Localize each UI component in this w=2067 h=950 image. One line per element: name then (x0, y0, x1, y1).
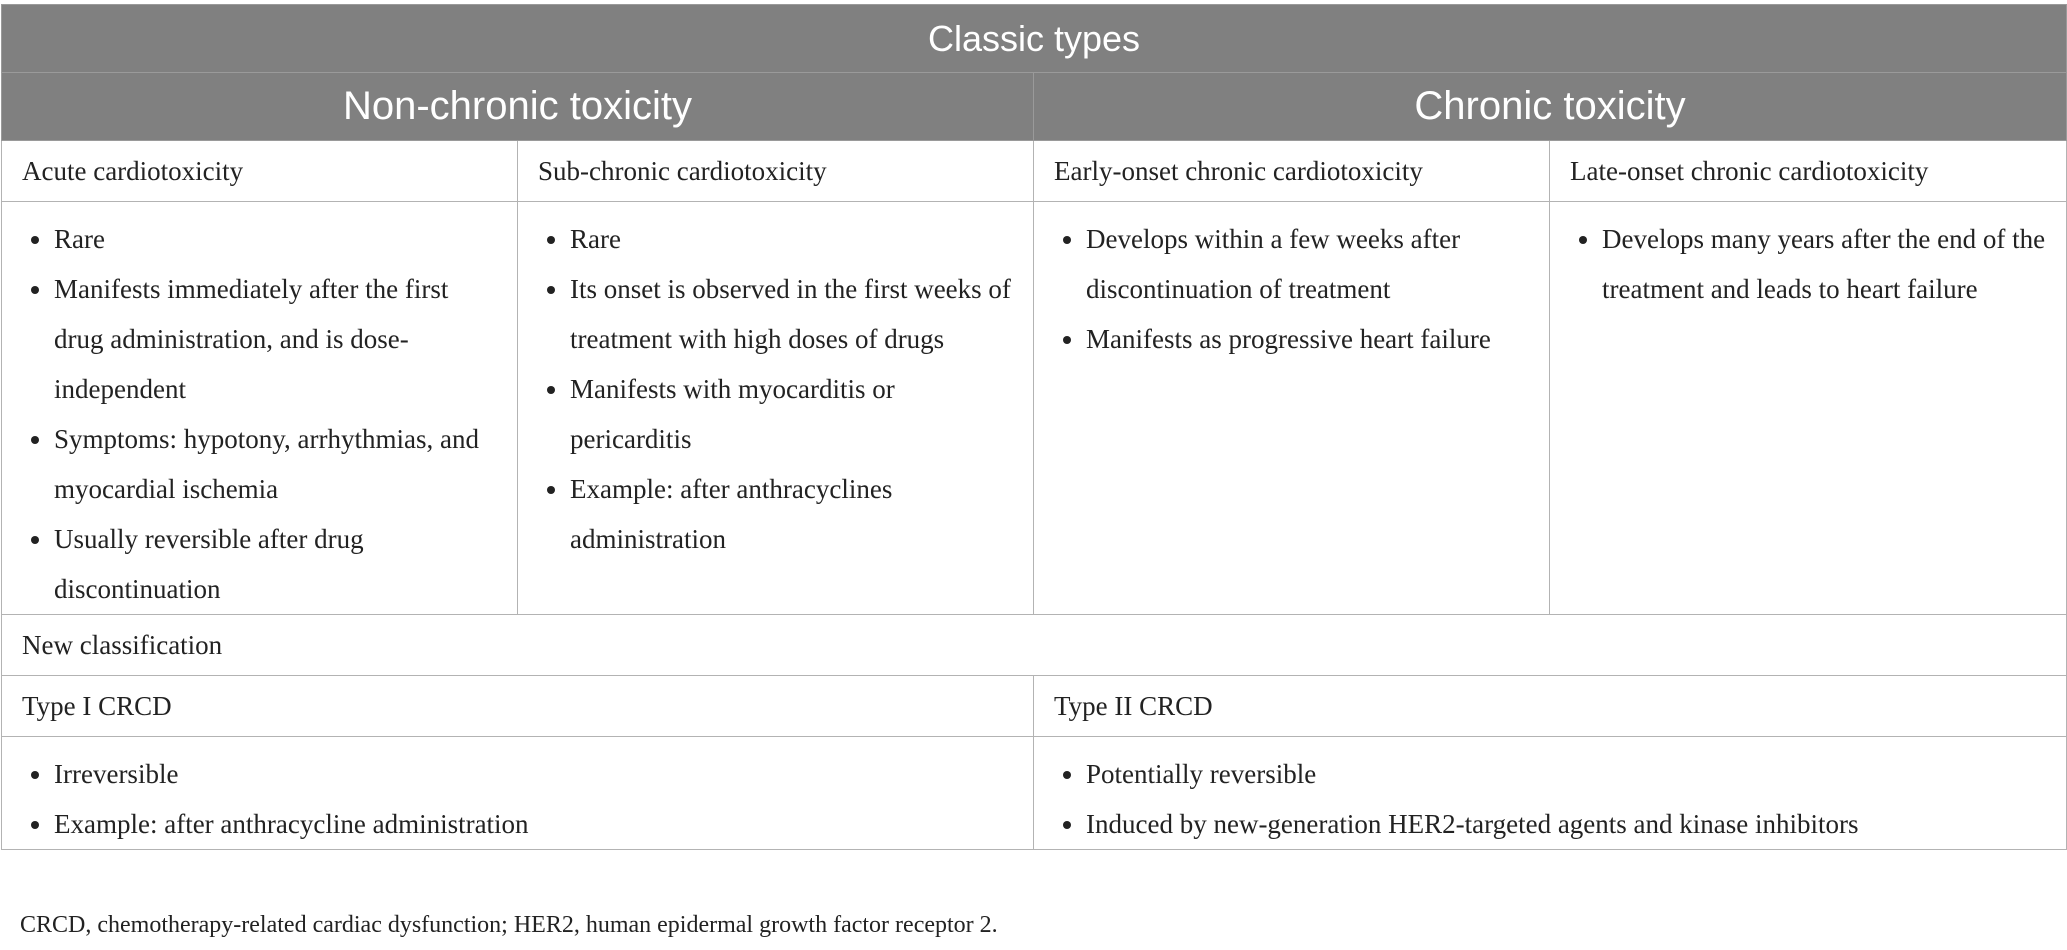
type-i-cell (2, 737, 1034, 850)
list-item: • Rare (54, 214, 497, 264)
column-header-type-i: Type I CRCD (2, 676, 1034, 737)
table-footnote: CRCD, chemotherapy-related cardiac dysfunction; HER2, human epidermal growth factor receptor 2. (20, 912, 998, 938)
sub-chronic-bullet-list (538, 214, 1013, 564)
type-i-bullet-list (22, 749, 1013, 849)
list-item: • Develops many years after the end of the treatment and leads to heart failure (1602, 214, 2046, 314)
column-header-acute: Acute cardiotoxicity (2, 141, 518, 202)
acute-bullet-list (22, 214, 497, 614)
late-onset-bullet-list (1570, 214, 2046, 314)
group-header-non-chronic: Non-chronic toxicity (2, 73, 1034, 141)
column-header-type-ii: Type II CRCD (1034, 676, 2067, 737)
new-classification-label: New classification (2, 615, 2067, 676)
list-item: • Irreversible (54, 749, 1013, 799)
cardiotoxicity-table (1, 4, 2067, 850)
list-item: • Symptoms: hypotony, arrhythmias, and myocardial ischemia (54, 414, 497, 514)
list-item: • Example: after anthracyclines administration (570, 464, 1013, 564)
column-header-sub-chronic: Sub-chronic cardiotoxicity (518, 141, 1034, 202)
list-item: • Manifests immediately after the first drug administration, and is dose-independent (54, 264, 497, 414)
table-title: Classic types (2, 5, 2067, 73)
early-onset-bullet-list (1054, 214, 1529, 364)
list-item: • Its onset is observed in the first weeks of treatment with high doses of drugs (570, 264, 1013, 364)
classic-subheader-row (2, 141, 2067, 202)
new-types-body-row (2, 737, 2067, 850)
list-item: • Manifests with myocarditis or pericarditis (570, 364, 1013, 464)
new-classification-row (2, 615, 2067, 676)
type-ii-bullet-list (1054, 749, 2046, 849)
list-item: • Example: after anthracycline administration (54, 799, 1013, 849)
sub-chronic-cell (518, 202, 1034, 615)
group-header-row (2, 73, 2067, 141)
group-header-chronic: Chronic toxicity (1034, 73, 2067, 141)
column-header-early-onset: Early-onset chronic cardiotoxicity (1034, 141, 1550, 202)
early-onset-cell (1034, 202, 1550, 615)
classic-body-row (2, 202, 2067, 615)
late-onset-cell (1550, 202, 2067, 615)
type-ii-cell (1034, 737, 2067, 850)
list-item: • Usually reversible after drug discontinuation (54, 514, 497, 614)
column-header-late-onset: Late-onset chronic cardiotoxicity (1550, 141, 2067, 202)
table-title-row (2, 5, 2067, 73)
list-item: • Manifests as progressive heart failure (1086, 314, 1529, 364)
list-item: • Develops within a few weeks after discontinuation of treatment (1086, 214, 1529, 314)
acute-cell (2, 202, 518, 615)
list-item: • Rare (570, 214, 1013, 264)
list-item: • Potentially reversible (1086, 749, 2046, 799)
list-item: • Induced by new-generation HER2-targeted agents and kinase inhibitors (1086, 799, 2046, 849)
new-types-header-row (2, 676, 2067, 737)
